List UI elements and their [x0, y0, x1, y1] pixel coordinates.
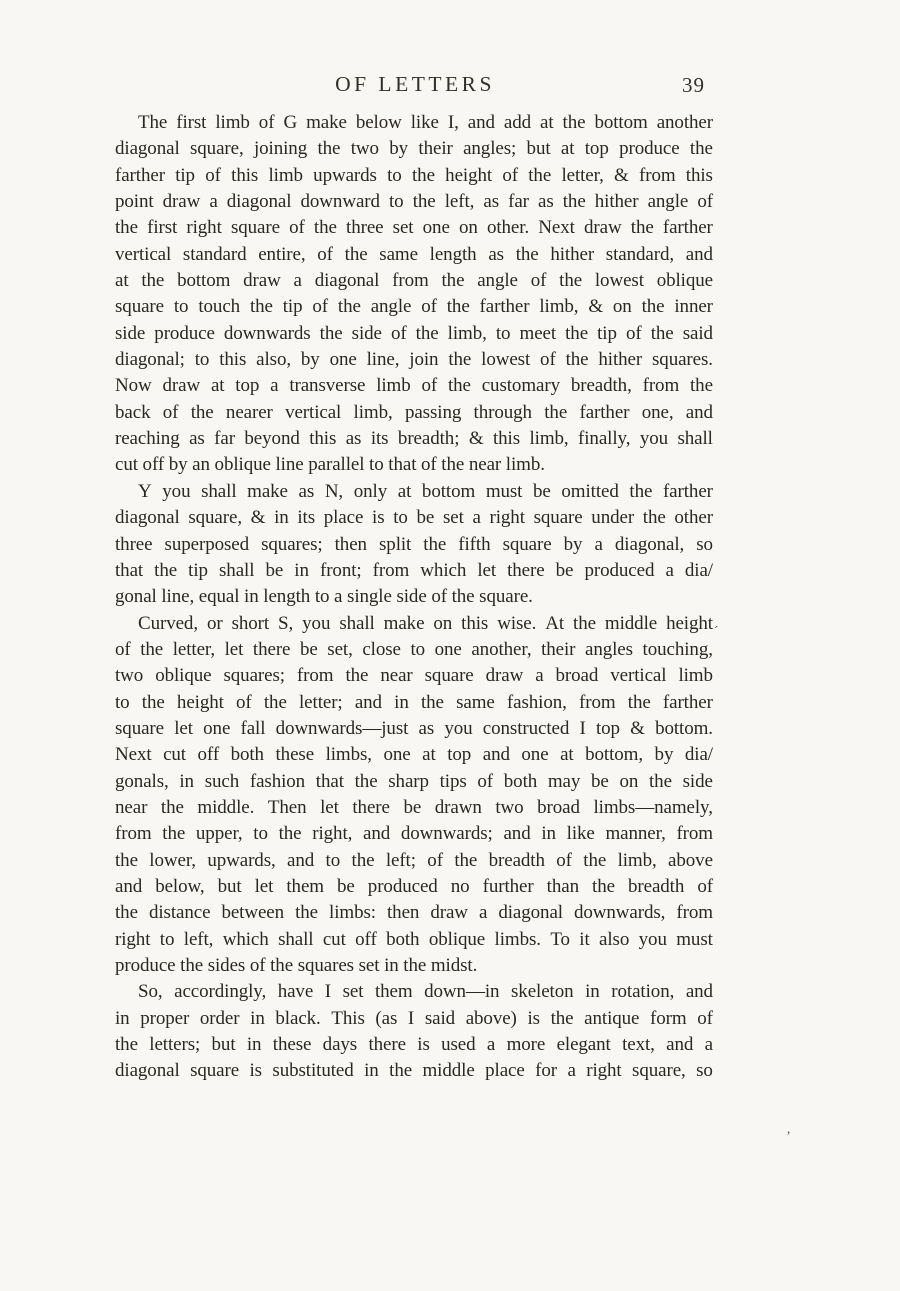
paragraph: [115, 110, 713, 479]
page-number: 39: [682, 73, 705, 97]
text-line: right to left, which shall cut off both oblique limbs. To it also you must: [115, 928, 713, 950]
text-line: Next cut off both these limbs, one at top and one at bottom, by dia/: [115, 744, 713, 766]
ink-speck: ´: [714, 623, 719, 638]
text-line: to the height of the letter; and in the same fashion, from the farther: [115, 691, 713, 713]
text-line: diagonal square, joining the two by their angles; but at top produce the: [115, 138, 713, 160]
text-line: the first right square of the three set one on other. Next draw the farther: [115, 217, 713, 239]
text-line: of the letter, let there be set, close to one another, their angles touching,: [115, 638, 713, 660]
text-line: two oblique squares; from the near square draw a broad vertical limb: [115, 665, 713, 687]
text-line: back of the nearer vertical limb, passing through the farther one, and: [115, 401, 713, 423]
text-line: three superposed squares; then split the fifth square by a diagonal, so: [115, 533, 713, 555]
text-line: produce the sides of the squares set in the midst.: [115, 955, 478, 976]
text-line: the lower, upwards, and to the left; of the breadth of the limb, above: [115, 849, 713, 871]
ink-speck: ,: [787, 1121, 791, 1136]
text-line: diagonal square, & in its place is to be set a right square under the other: [115, 507, 713, 529]
text-line: from the upper, to the right, and downwards; and in like manner, from: [115, 823, 713, 845]
text-line: diagonal; to this also, by one line, join the lowest of the hither squares.: [115, 349, 713, 371]
text-line: So, accordingly, have I set them down—in skeleton in rotation, and: [138, 981, 713, 1003]
text-line: at the bottom draw a diagonal from the angle of the lowest oblique: [115, 270, 713, 292]
text-line: that the tip shall be in front; from which let there be produced a dia/: [115, 559, 713, 581]
text-line: farther tip of this limb upwards to the height of the letter, & from this: [115, 164, 713, 186]
page-title: OF LETTERS: [335, 72, 495, 96]
running-header: [115, 72, 715, 100]
text-line: side produce downwards the side of the limb, to meet the tip of the said: [115, 322, 713, 344]
text-line: Now draw at top a transverse limb of the customary breadth, from the: [115, 375, 713, 397]
paragraph: [115, 611, 713, 980]
paragraph: [115, 479, 713, 611]
text-line: cut off by an oblique line parallel to that of the near limb.: [115, 454, 545, 476]
text-line: square let one fall downwards—just as you constructed I top & bottom.: [115, 717, 713, 739]
text-line: diagonal square is substituted in the middle place for a right square, so: [115, 1060, 713, 1082]
text-line: gonals, in such fashion that the sharp tips of both may be on the side: [115, 770, 713, 792]
text-line: vertical standard entire, of the same length as the hither standard, and: [115, 243, 713, 265]
text-line: gonal line, equal in length to a single side of the square.: [115, 586, 533, 608]
text-line: reaching as far beyond this as its breadth; & this limb, finally, you shall: [115, 428, 713, 450]
text-block: [115, 110, 713, 1085]
text-line: Y you shall make as N, only at bottom must be omitted the farther: [138, 480, 713, 502]
text-line: square to touch the tip of the angle of the farther limb, & on the inner: [115, 296, 713, 318]
text-line: the letters; but in these days there is used a more elegant text, and a: [115, 1034, 713, 1056]
text-line: near the middle. Then let there be drawn two broad limbs—namely,: [115, 796, 713, 818]
text-line: Curved, or short S, you shall make on this wise. At the middle height: [138, 612, 713, 634]
text-line: The first limb of G make below like I, and add at the bottom another: [138, 112, 713, 133]
text-line: in proper order in black. This (as I said above) is the antique form of: [115, 1007, 713, 1029]
text-line: and below, but let them be produced no further than the breadth of: [115, 875, 713, 897]
paragraph: [115, 979, 713, 1084]
text-line: the distance between the limbs: then draw a diagonal downwards, from: [115, 902, 713, 924]
text-line: point draw a diagonal downward to the left, as far as the hither angle of: [115, 191, 713, 213]
